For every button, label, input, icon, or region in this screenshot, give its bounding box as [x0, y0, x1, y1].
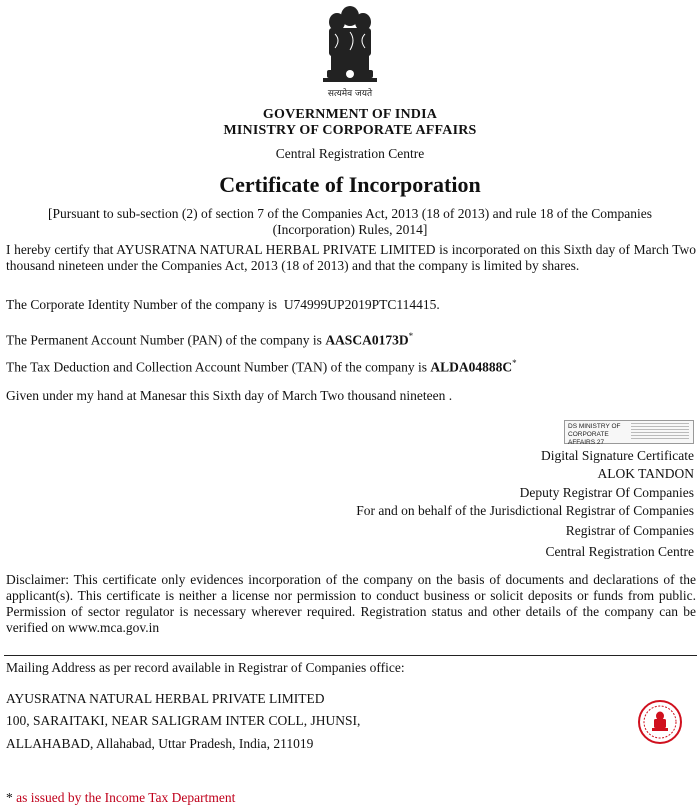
certify-paragraph: I hereby certify that AYUSRATNA NATURAL HERBAL PRIVATE LIMITED is incorporated on this Sixth day of March Two thousand nineteen under the Companies Act, 2013 (18 of 2013) and that the company is limited by shares. [6, 242, 696, 273]
cin-label: The Corporate Identity Number of the company is [6, 297, 278, 312]
signature-fine-print [631, 423, 689, 441]
mca-seal-icon [637, 699, 683, 745]
pursuant-note: [Pursuant to sub-section (2) of section 7 of the Companies Act, 2013 (18 of 2013) and rule 18 of the Companies (Incorporation) Rules, 2014] [47, 206, 652, 237]
given-line: Given under my hand at Manesar this Sixth day of March Two thousand nineteen . [6, 388, 453, 403]
address-line-3: ALLAHABAD, Allahabad, Uttar Pradesh, India, 211019 [6, 736, 314, 751]
pan-label: The Permanent Account Number (PAN) of the company is [6, 332, 322, 348]
pan-line [6, 331, 413, 349]
footnote [6, 790, 235, 806]
mailing-header: Mailing Address as per record available in Registrar of Companies office: [6, 660, 405, 675]
on-behalf-line: For and on behalf of the Jurisdictional Registrar of Companies [356, 503, 694, 518]
digital-signature-box[interactable] [564, 420, 694, 444]
footnote-asterisk: * [6, 790, 13, 805]
cin-value: U74999UP2019PTC114415. [283, 297, 440, 312]
pan-value: AASCA0173D [325, 332, 409, 348]
tan-value: ALDA04888C [430, 359, 513, 375]
divider [4, 655, 697, 656]
centre-heading: Central Registration Centre [275, 146, 425, 161]
state-emblem-icon [313, 2, 387, 102]
dsc-label: Digital Signature Certificate [541, 448, 694, 463]
emblem-motto: सत्यमेव जयते [327, 89, 373, 99]
cin-line [6, 297, 440, 313]
pan-asterisk: * [408, 331, 414, 341]
tan-label: The Tax Deduction and Collection Account Number (TAN) of the company is [6, 359, 427, 375]
footnote-text: as issued by the Income Tax Department [12, 790, 236, 805]
signatory-centre: Central Registration Centre [545, 544, 694, 559]
government-heading: GOVERNMENT OF INDIA [262, 107, 438, 122]
tan-line [6, 358, 517, 376]
address-line-1: AYUSRATNA NATURAL HERBAL PRIVATE LIMITED [6, 691, 325, 706]
tan-asterisk: * [512, 358, 517, 368]
roc-label: Registrar of Companies [565, 523, 694, 538]
signatory-name: ALOK TANDON [597, 466, 694, 481]
signature-box-label: DS MINISTRY OF CORPORATE AFFAIRS 27 [568, 423, 621, 446]
disclaimer: Disclaimer: This certificate only evidences incorporation of the company on the basis of documents and declarations of the applicant(s). This certificate is neither a license nor permission to conduct business or solicit deposits or funds from public. Permission of sector regulator is necessary wherever required. Registration status and other details of the company can be verified on www.mca.gov.in [6, 572, 696, 635]
address-line-2: 100, SARAITAKI, NEAR SALIGRAM INTER COLL, JHUNSI, [6, 713, 361, 728]
ministry-heading: MINISTRY OF CORPORATE AFFAIRS [223, 123, 477, 138]
signatory-designation: Deputy Registrar Of Companies [519, 485, 694, 500]
page-title: Certificate of Incorporation [219, 172, 481, 197]
